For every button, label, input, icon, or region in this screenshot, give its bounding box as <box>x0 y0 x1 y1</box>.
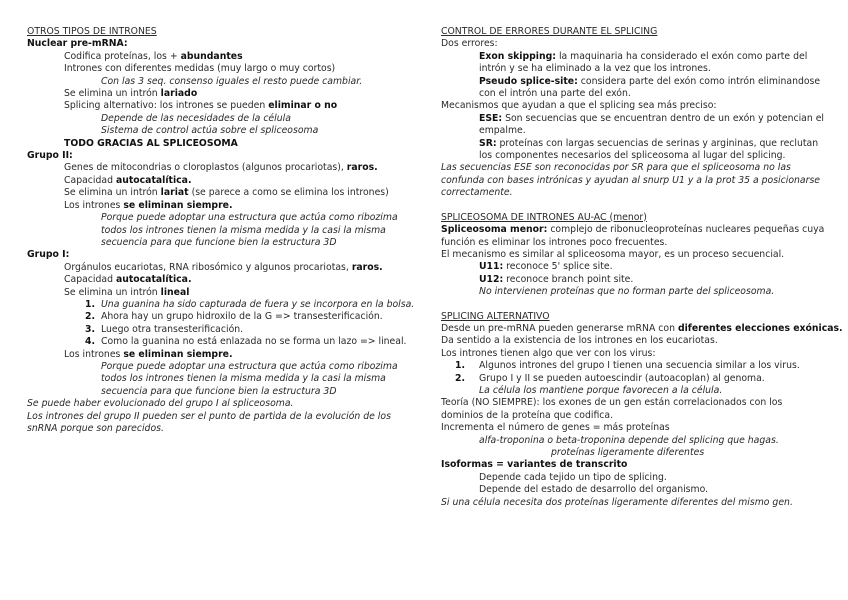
text-line: Da sentido a la existencia de los intrones en los eucariotas. <box>441 335 718 347</box>
list-item: 3. Luego otra transesterificación. <box>85 323 244 335</box>
text-line: Intrones con diferentes medidas (muy largo o muy cortos) <box>64 63 336 75</box>
text-line: U12: reconoce branch point site. <box>479 273 634 285</box>
text-line: Mecanismos que ayudan a que el splicing sea más preciso: <box>441 100 717 112</box>
section-title-otros-tipos: OTROS TIPOS DE INTRONES <box>27 26 157 37</box>
note: Si una célula necesita dos proteínas ligeramente diferentes del mismo gen. <box>441 496 793 508</box>
text-paragraph: Porque puede adoptar una estructura que actúa como ribozima todos los intrones tienen la misma medida y la casi la misma secuencia para que funcione bien la estructura 3D <box>101 360 398 397</box>
text-line: Codifica proteínas, los + abundantes <box>64 50 243 62</box>
left-column <box>27 26 419 435</box>
heading-grupo-i: Grupo I: <box>27 249 70 261</box>
note: Se puede haber evolucionado del grupo I al spliceosoma. <box>27 398 294 410</box>
text-line: Capacidad autocatalítica. <box>64 274 192 286</box>
text-line: Desde un pre-mRNA pueden generarse mRNA con diferentes elecciones exónicas. <box>441 322 843 334</box>
text-paragraph: Spliceosoma menor: complejo de ribonucleoproteínas nucleares pequeñas cuya función es eliminar los intrones poco frecuentes. <box>441 224 825 248</box>
text-paragraph: SR: proteínas con largas secuencias de serinas y argininas, que reclutan los componentes necesarios del spliceosoma al lugar del splicing. <box>479 137 819 162</box>
section-title-spliceosoma-menor: SPLICEOSOMA DE INTRONES AU-AC (menor) <box>441 211 647 223</box>
list-item: 1. Algunos intrones del grupo I tienen una secuencia similar a los virus. <box>455 360 800 372</box>
text-line: Incrementa el número de genes = más proteínas <box>441 422 670 434</box>
text-paragraph: Teoría (NO SIEMPRE): los exones de un gen están correlacionados con los dominios de la proteína que codifica. <box>441 397 783 421</box>
text-paragraph: Pseudo splice-site: considera parte del exón como intrón eliminandose con el intrón una parte del exón. <box>479 75 821 100</box>
text-line: Depende del estado de desarrollo del organismo. <box>479 484 709 496</box>
text-line: La célula los mantiene porque favorecen a la célula. <box>479 384 723 396</box>
text-paragraph: ESE: Son secuencias que se encuentran dentro de un exón y potencian el empalme. <box>479 112 825 137</box>
heading-isoformas: Isoformas = variantes de transcrito <box>441 459 628 471</box>
text-line: alfa-troponina o beta-troponina depende del splicing que hagas. <box>479 434 779 446</box>
note: Las secuencias ESE son reconocidas por SR para que el spliceosoma no las confunda con bases intrónicas y ayudan al snurp U1 y a la prot 35 a posicionarse correctamente. <box>441 162 821 199</box>
right-column <box>441 26 843 509</box>
note: No intervienen proteínas que no forman parte del spliceosoma. <box>479 286 775 298</box>
list-item: 1. Una guanina ha sido capturada de fuera y se incorpora en la bolsa. <box>85 298 415 310</box>
list-item: 2. Grupo I y II se pueden autoescindir (autoacoplan) al genoma. <box>455 372 765 384</box>
text-line: Capacidad autocatalítica. <box>64 174 192 186</box>
list-item: 2. Ahora hay un grupo hidroxilo de la G => transesterificación. <box>85 311 383 323</box>
text-line: Genes de mitocondrias o cloroplastos (algunos procariotas), raros. <box>64 162 378 174</box>
section-title-control-errores: CONTROL DE ERRORES DURANTE EL SPLICING <box>441 26 658 37</box>
text-line: Los intrones tienen algo que ver con los virus: <box>441 347 656 359</box>
text-line: Con las 3 seq. consenso iguales el resto puede cambiar. <box>101 75 363 87</box>
text-line: Los intrones se eliminan siempre. <box>64 199 233 211</box>
text-line: Los intrones se eliminan siempre. <box>64 348 233 360</box>
text-line: Sistema de control actúa sobre el spliceosoma <box>101 125 319 137</box>
section-title-splicing-alternativo: SPLICING ALTERNATIVO <box>441 310 550 322</box>
text-line: Orgánulos eucariotas, RNA ribosómico y algunos procariotas, raros. <box>64 261 383 273</box>
text-line: Splicing alternativo: los intrones se pueden eliminar o no <box>64 100 338 112</box>
text-line: Depende cada tejido un tipo de splicing. <box>479 471 667 483</box>
list-item: 4. Como la guanina no está enlazada no se forma un lazo => lineal. <box>85 336 407 348</box>
text-line: Se elimina un intrón lineal <box>64 286 190 298</box>
text-paragraph: Porque puede adoptar una estructura que actúa como ribozima todos los intrones tienen la misma medida y la casi la misma secuencia para que funcione bien la estructura 3D <box>101 212 398 248</box>
text-line: Dos errores: <box>441 38 498 50</box>
text-line: Depende de las necesidades de la célula <box>101 112 291 124</box>
text-paragraph: Exon skipping: la maquinaria ha considerado el exón como parte del intrón y se ha eliminado a la vez que los intrones. <box>479 50 808 75</box>
heading-grupo-ii: Grupo II: <box>27 150 73 162</box>
text-line: El mecanismo es similar al spliceosoma mayor, es un proceso secuencial. <box>441 248 785 260</box>
heading-nuclear: Nuclear pre-mRNA: <box>27 38 128 50</box>
text-line: Se elimina un intrón lariado <box>64 88 198 100</box>
text-line: Se elimina un intrón lariat (se parece a como se elimina los intrones) <box>64 187 389 199</box>
note: Los intrones del grupo II pueden ser el punto de partida de la evolución de los snRNA porque son parecidos. <box>27 410 391 434</box>
text-line: TODO GRACIAS AL SPLICEOSOMA <box>64 137 238 149</box>
text-line: proteínas ligeramente diferentes <box>551 447 705 458</box>
text-line: U11: reconoce 5' splice site. <box>479 261 613 273</box>
